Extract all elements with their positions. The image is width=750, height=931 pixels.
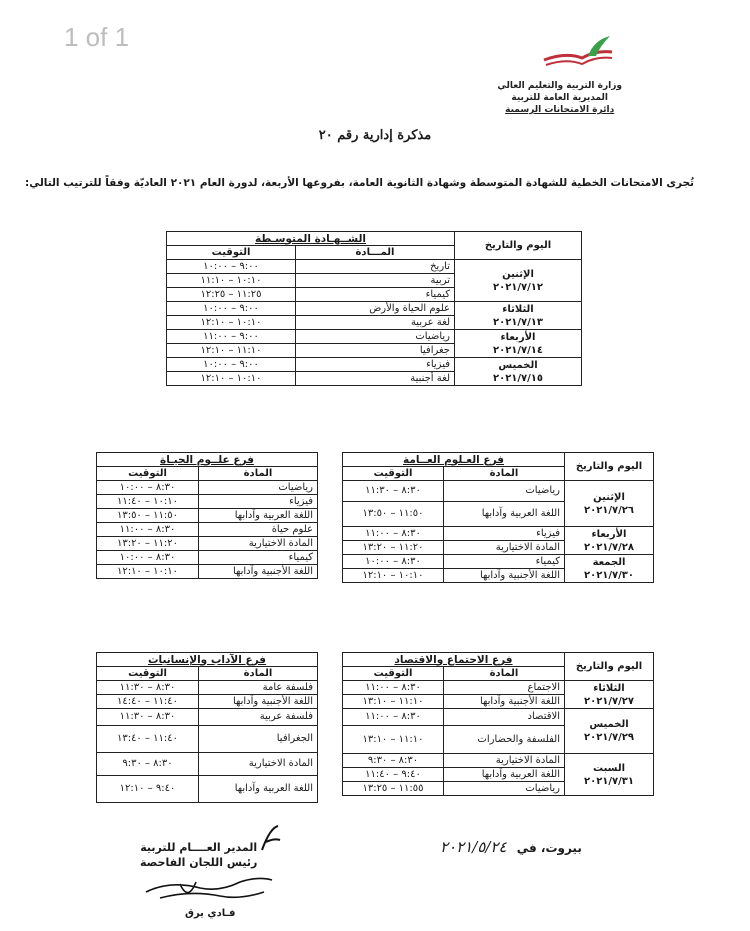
ministry-logo-icon	[536, 34, 616, 74]
memo-title: مذكرة إدارية رقم ٢٠	[318, 128, 432, 143]
subject-cell: الجغرافيا	[199, 726, 318, 753]
time-cell: ١١:١٠ – ١٣:١٠	[343, 695, 444, 709]
subject-cell: كيمياء	[444, 555, 565, 569]
day-cell: الأربعاء ٢٠٢١/٧/١٤	[455, 330, 582, 358]
time-cell: ١١:٤٠ – ١٤:٤٠	[97, 695, 199, 709]
day-cell: الأربعاء ٢٠٢١/٧/٢٨	[565, 527, 654, 555]
time-cell: ١١:٢٠ – ١٣:٢٠	[343, 541, 444, 555]
life-sciences-table	[96, 452, 318, 579]
subject-cell: المادة الاختيارية	[444, 541, 565, 555]
subject-cell: فلسفة عامة	[199, 681, 318, 695]
time-cell: ٩:٠٠ – ١٠:٠٠	[167, 302, 296, 316]
day-cell: الخميس ٢٠٢١/٧/١٥	[455, 358, 582, 386]
subject-cell: كيمياء	[199, 551, 318, 565]
time-cell: ١٠:١٠ – ١١:٤٠	[97, 495, 199, 509]
time-cell: ٩:٠٠ – ١٠:٠٠	[167, 358, 296, 372]
day-cell: الثلاثاء ٢٠٢١/٧/٢٧	[565, 681, 654, 709]
subject-cell: اللغة العربية وآدابها	[444, 502, 565, 527]
time-cell: ١١:٥٠ – ١٣:٥٠	[97, 509, 199, 523]
subject-header: المادة	[199, 667, 318, 681]
time-cell: ١١:٥٠ – ١٣:٥٠	[343, 502, 444, 527]
time-cell: ١٠:١٠ – ١٢:١٠	[167, 372, 296, 386]
subject-cell: اللغة الأجنبية وآدابها	[199, 695, 318, 709]
place-date	[440, 838, 582, 856]
subject-cell: اللغة العربية وآدابها	[199, 509, 318, 523]
subject-header: المادة	[199, 467, 318, 481]
time-cell: ٨:٣٠ – ١١:٣٠	[343, 481, 444, 502]
day-cell: الإثنين ٢٠٢١/٧/٢٦	[565, 481, 654, 527]
sociology-economics-table	[342, 652, 654, 796]
day-cell: السبت ٢٠٢١/٧/٣١	[565, 754, 654, 796]
time-cell: ٨:٣٠ – ١٠:٠٠	[343, 555, 444, 569]
time-cell: ١١:٥٥ – ١٣:٢٥	[343, 782, 444, 796]
time-cell: ١١:١٠ – ١٢:١٠	[167, 344, 296, 358]
subject-cell: فيزياء	[199, 495, 318, 509]
signature-icon	[140, 862, 280, 910]
subject-cell: لغة أجنبية	[296, 372, 455, 386]
directorate-name: المديرية العامة للتربية	[511, 93, 608, 103]
time-cell: ١٠:١٠ – ١٢:١٠	[97, 565, 199, 579]
subject-cell: تاريخ	[296, 260, 455, 274]
general-sciences-table	[342, 452, 654, 583]
day-date-header: اليوم والتاريخ	[565, 453, 654, 481]
subject-cell: الاجتماع	[444, 681, 565, 695]
time-cell: ٨:٣٠ – ١١:٠٠	[343, 709, 444, 726]
subject-header: المادة	[444, 667, 565, 681]
subject-cell: فيزياء	[296, 358, 455, 372]
time-cell: ٩:٤٠ – ١١:٤٠	[343, 768, 444, 782]
day-cell: الجمعة ٢٠٢١/٧/٣٠	[565, 555, 654, 583]
subject-cell: فيزياء	[444, 527, 565, 541]
time-cell: ٨:٣٠ – ١١:٠٠	[97, 523, 199, 537]
subject-cell: المادة الاختيارية	[199, 753, 318, 776]
time-header: التوقيت	[167, 246, 296, 260]
time-cell: ١٠:١٠ – ١٢:١٠	[167, 316, 296, 330]
signer-title: المدير العــــام للتربية	[140, 841, 258, 854]
ls-title: فرع علــوم الحيـاة	[97, 453, 318, 467]
gs-title: فرع العـلوم العــامة	[343, 453, 565, 467]
time-cell: ٨:٣٠ – ٩:٣٠	[343, 754, 444, 768]
handwritten-date: ٢٠٢١/٥/٢٤	[440, 838, 507, 856]
signer-name: فـادي يرق	[185, 908, 236, 919]
subject-cell: كيمياء	[296, 288, 455, 302]
subject-cell: رياضيات	[199, 481, 318, 495]
subject-cell: رياضيات	[296, 330, 455, 344]
lh-title: فرع الآداب والإنسانيات	[97, 653, 318, 667]
time-header: التوقيت	[343, 467, 444, 481]
time-cell: ١١:٤٠ – ١٣:٤٠	[97, 726, 199, 753]
time-cell: ١١:٢٥ – ١٢:٢٥	[167, 288, 296, 302]
literature-humanities-table	[96, 652, 318, 803]
time-header: التوقيت	[343, 667, 444, 681]
subject-cell: اللغة العربية وآدابها	[444, 768, 565, 782]
time-cell: ٨:٣٠ – ٩:٣٠	[97, 753, 199, 776]
ministry-header	[497, 80, 622, 116]
time-cell: ١٠:١٠ – ١١:١٠	[167, 274, 296, 288]
subject-cell: فلسفة عربية	[199, 709, 318, 726]
place-label: بيروت، في	[516, 841, 582, 855]
time-cell: ٨:٣٠ – ١٠:٠٠	[97, 481, 199, 495]
subject-cell: المادة الاختيارية	[444, 754, 565, 768]
time-header: التوقيت	[97, 467, 199, 481]
subject-cell: اللغة الأجنبية وآدابها	[444, 569, 565, 583]
page-counter: 1 of 1	[64, 22, 130, 52]
brevet-title: الشــهـادة المتوسـطة	[167, 232, 455, 246]
subject-cell: اللغة الأجنبية وآدابها	[444, 695, 565, 709]
subject-cell: اللغة الأجنبية وآدابها	[199, 565, 318, 579]
day-date-header: اليوم والتاريخ	[565, 653, 654, 681]
subject-cell: لغة عربية	[296, 316, 455, 330]
subject-cell: علوم الحياة والأرض	[296, 302, 455, 316]
subject-cell: رياضيات	[444, 782, 565, 796]
subject-cell: اللغة العربية وآدابها	[199, 776, 318, 803]
time-cell: ١١:١٠ – ١٣:١٠	[343, 726, 444, 754]
time-header: التوقيت	[97, 667, 199, 681]
time-cell: ١١:٢٠ – ١٣:٢٠	[97, 537, 199, 551]
subject-cell: تربية	[296, 274, 455, 288]
brevet-table	[166, 231, 582, 386]
subject-cell: الاقتصاد	[444, 709, 565, 726]
day-cell: الإثنين ٢٠٢١/٧/١٢	[455, 260, 582, 302]
time-cell: ٨:٣٠ – ١١:٣٠	[97, 709, 199, 726]
ministry-name: وزارة التربية والتعليم العالي	[497, 81, 622, 91]
time-cell: ٩:٤٠ – ١٢:١٠	[97, 776, 199, 803]
time-cell: ٨:٣٠ – ١٠:٠٠	[97, 551, 199, 565]
subject-header: المادة	[444, 467, 565, 481]
initial-mark-icon	[256, 824, 284, 854]
day-cell: الثلاثاء ٢٠٢١/٧/١٣	[455, 302, 582, 330]
day-cell: الخميس ٢٠٢١/٧/٢٩	[565, 709, 654, 754]
subject-cell: المادة الاختيارية	[199, 537, 318, 551]
day-date-header: اليوم والتاريخ	[455, 232, 582, 260]
subject-cell: الفلسفة والحضارات	[444, 726, 565, 754]
se-title: فرع الاجتماع والاقتصاد	[343, 653, 565, 667]
signer-role: رئيس اللجان الفاحصة	[140, 856, 258, 869]
time-cell: ٩:٠٠ – ١٠:٠٠	[167, 260, 296, 274]
subject-header: المـــادة	[296, 246, 455, 260]
time-cell: ٨:٣٠ – ١١:٠٠	[343, 681, 444, 695]
subject-cell: رياضيات	[444, 481, 565, 502]
time-cell: ٩:٠٠ – ١١:٠٠	[167, 330, 296, 344]
time-cell: ١٠:١٠ – ١٢:١٠	[343, 569, 444, 583]
intro-text: تُجرى الامتحانات الخطية للشهادة المتوسطة وشهادة الثانوية العامة، بفروعها الأربعة، لدورة العام ٢٠٢١ العاديّة وفقاً للترتيب التالي:	[25, 177, 694, 189]
time-cell: ٨:٣٠ – ١١:٣٠	[97, 681, 199, 695]
department-name: دائرة الامتحانات الرسمية	[505, 105, 615, 115]
subject-cell: جغرافيا	[296, 344, 455, 358]
subject-cell: علوم حياة	[199, 523, 318, 537]
time-cell: ٨:٣٠ – ١١:٠٠	[343, 527, 444, 541]
